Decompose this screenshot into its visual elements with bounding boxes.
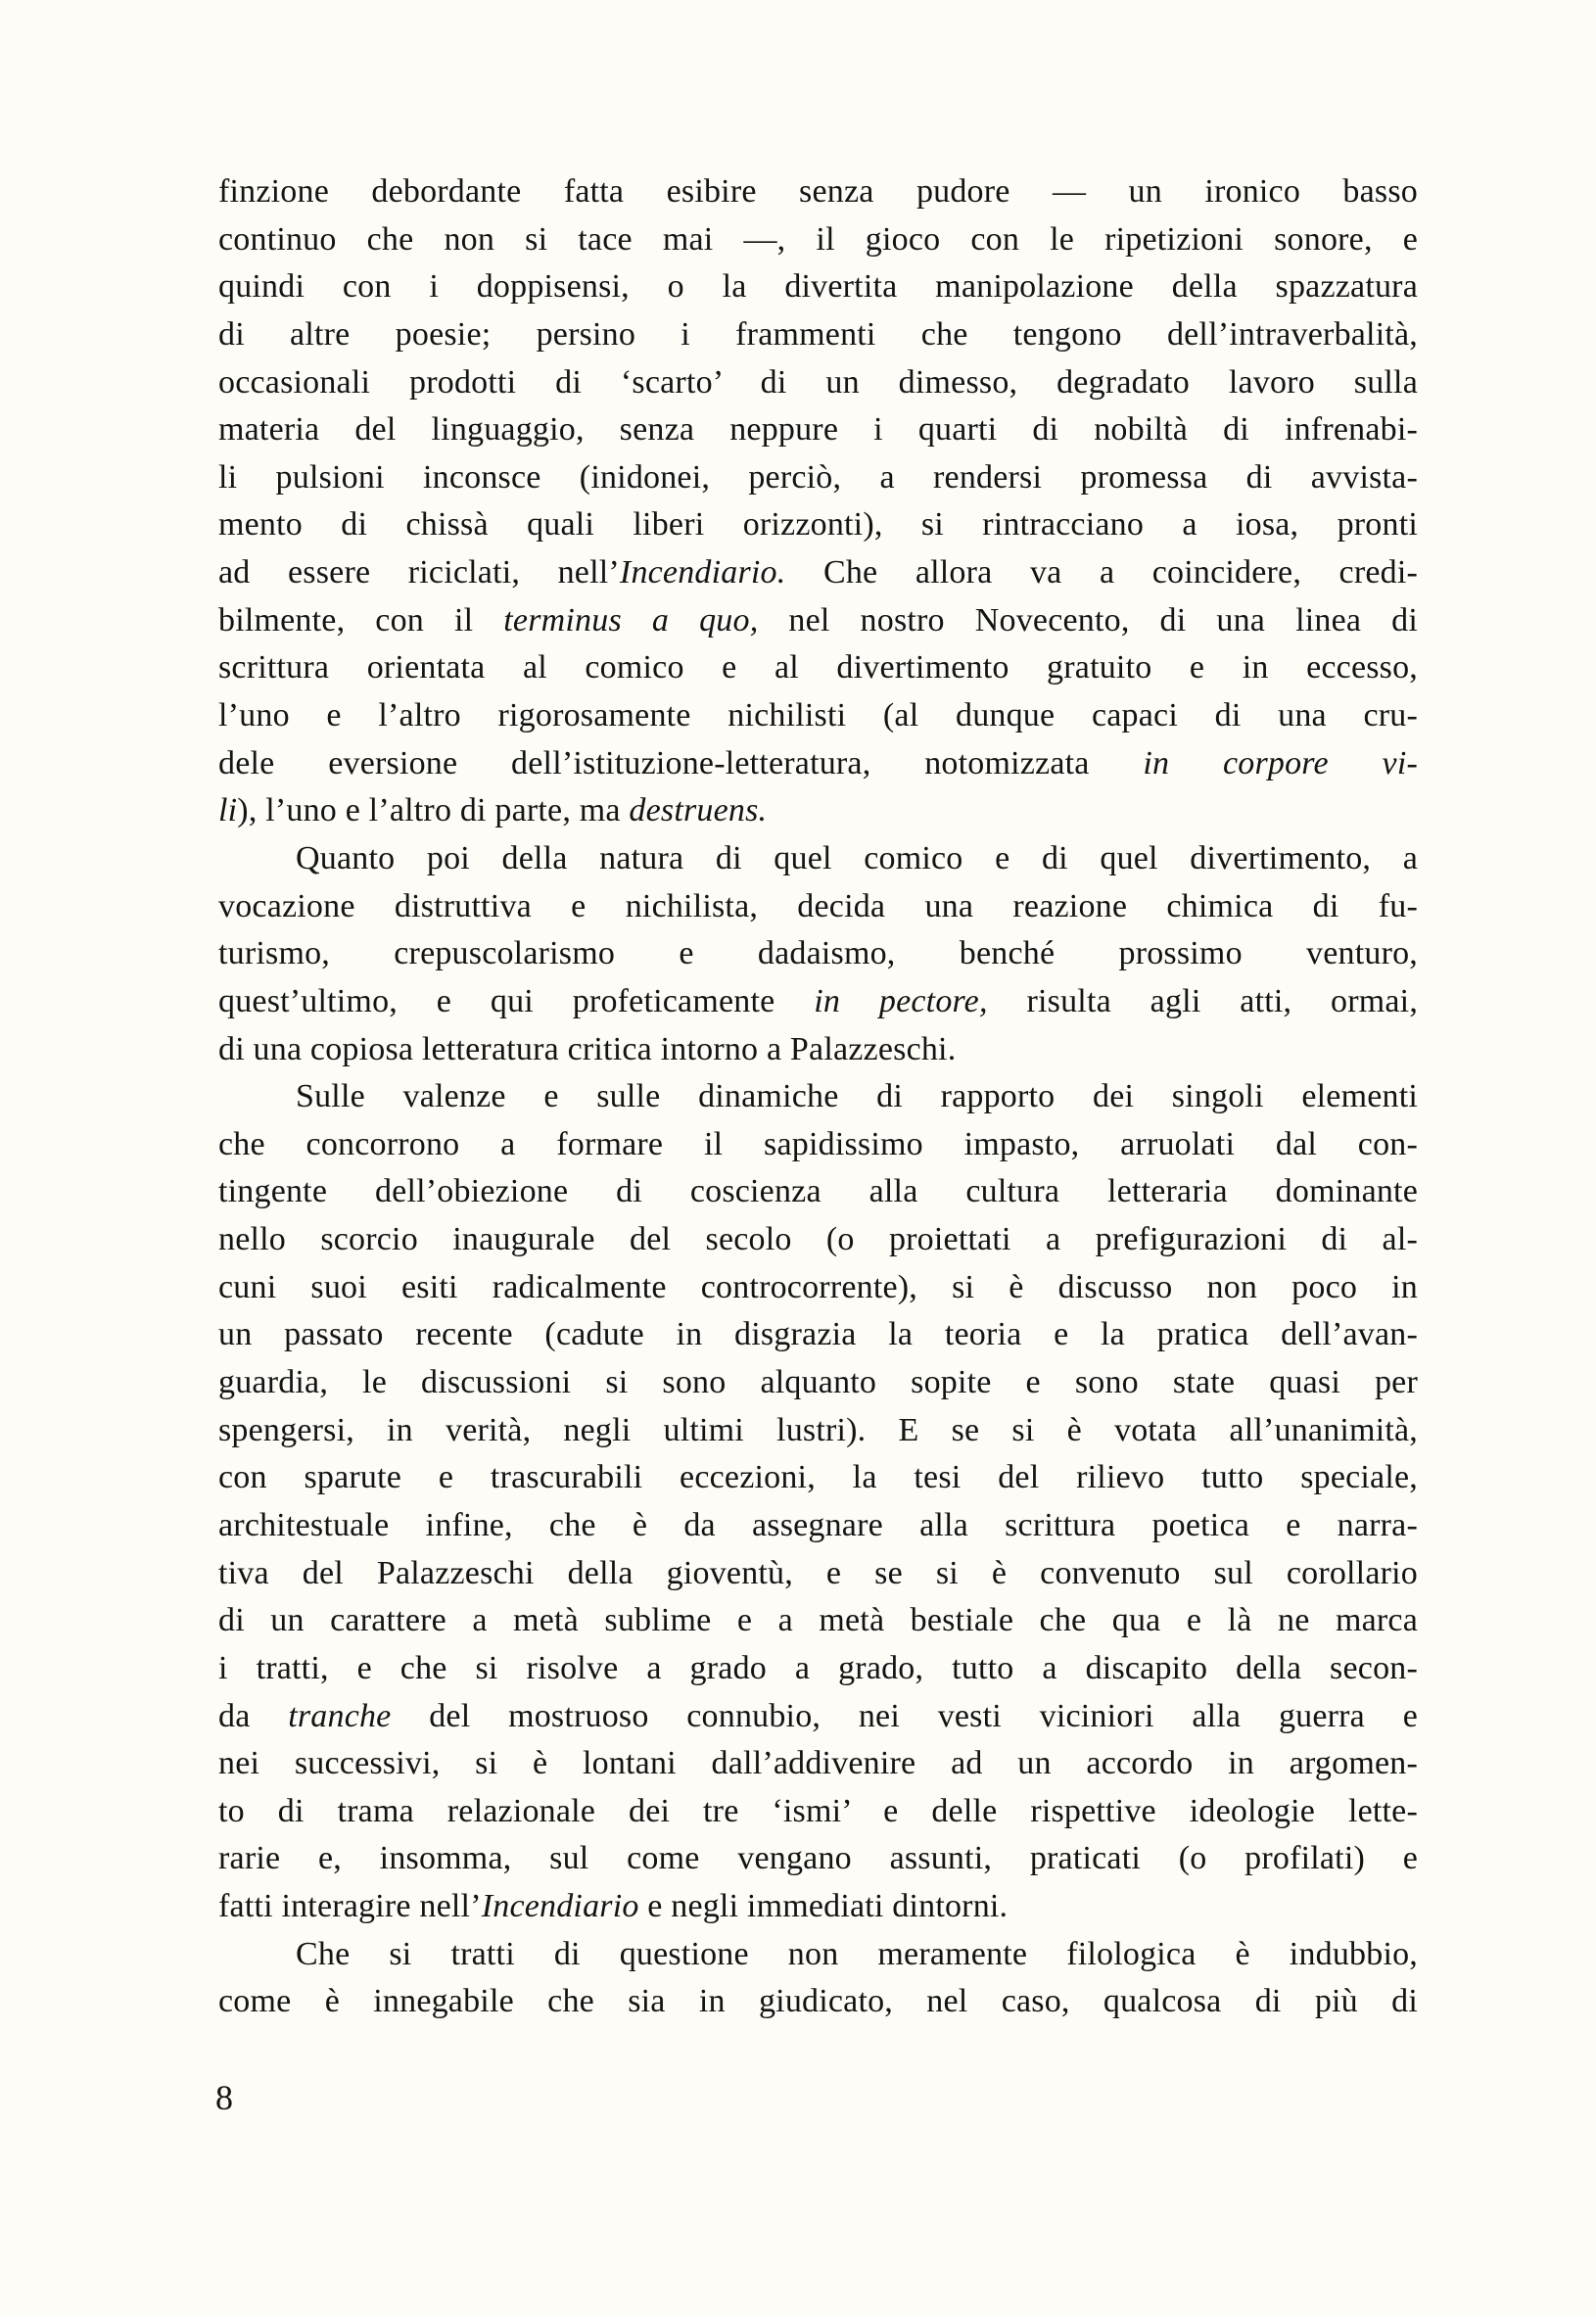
text-line: che concorrono a formare il sapidissimo impasto, arruolati dal con- <box>218 1125 1418 1162</box>
text-line: dele eversione dell’istituzione-letteratura, notomizzata in corpore vi- <box>218 744 1418 781</box>
text-line: di un carattere a metà sublime e a metà bestiale che qua e là ne marca <box>218 1602 1418 1639</box>
text-line: tiva del Palazzeschi della gioventù, e se si è convenuto sul corollario <box>218 1554 1418 1591</box>
text-line: rarie e, insomma, sul come vengano assunti, praticati (o profilati) e <box>218 1840 1418 1877</box>
text-line: vocazione distruttiva e nichilista, decida una reazione chimica di fu- <box>218 887 1418 924</box>
text-line: mento di chissà quali liberi orizzonti), si rintracciano a iosa, pronti <box>218 506 1418 544</box>
text-line: materia del linguaggio, senza neppure i quarti di nobiltà di infrenabi- <box>218 411 1418 449</box>
text-line: come è innegabile che sia in giudicato, nel caso, qualcosa di più di <box>218 1983 1418 2020</box>
text-line: quest’ultimo, e qui profeticamente in pectore, risulta agli atti, ormai, <box>218 982 1419 1019</box>
text-line: cuni suoi esiti radicalmente controcorrente), si è discusso non poco in <box>218 1268 1418 1305</box>
text-line: da tranche del mostruoso connubio, nei vesti viciniori alla guerra e <box>218 1697 1418 1734</box>
text-line: spengersi, in verità, negli ultimi lustri). E se si è votata all’unanimità, <box>218 1411 1418 1448</box>
text-line: di altre poesie; persino i frammenti che tengono dell’intraverbalità, <box>218 315 1418 353</box>
page-number: 8 <box>215 2078 233 2117</box>
italic-title: Incendiario <box>481 1888 639 1925</box>
text-line: di una copiosa letteratura critica intorno a Palazzeschi. <box>218 1030 957 1067</box>
text-line: Sulle valenze e sulle dinamiche di rapporto dei singoli elementi <box>296 1078 1418 1115</box>
text-line: con sparute e trascurabili eccezioni, la tesi del rilievo tutto speciale, <box>218 1459 1418 1496</box>
italic-phrase: li <box>218 792 238 829</box>
text-line: fatti interagire nell’Incendiario e negli immediati dintorni. <box>218 1888 1009 1925</box>
text-line: nei successivi, si è lontani dall’addivenire ad un accordo in argomen- <box>218 1745 1418 1782</box>
text-line: tingente dell’obiezione di coscienza alla cultura letteraria dominante <box>218 1173 1418 1210</box>
italic-phrase: tranche <box>288 1697 392 1734</box>
italic-phrase: destruens. <box>629 792 768 829</box>
body-text <box>218 168 1418 2026</box>
text-line: i tratti, e che si risolve a grado a grado, tutto a discapito della secon- <box>218 1649 1418 1686</box>
text-line: l’uno e l’altro rigorosamente nichilisti (al dunque capaci di una cru- <box>218 697 1418 734</box>
text-line: bilmente, con il terminus a quo, nel nostro Novecento, di una linea di <box>218 601 1419 638</box>
text-line: finzione debordante fatta esibire senza pudore — un ironico basso <box>218 173 1418 210</box>
italic-title: Incendiario. <box>619 554 786 591</box>
text-line: un passato recente (cadute in disgrazia la teoria e la pratica dell’avan- <box>218 1316 1418 1353</box>
text-line: nello scorcio inaugurale del secolo (o proiettati a prefigurazioni di al- <box>218 1221 1418 1258</box>
italic-phrase: in corpore vi- <box>1143 744 1418 781</box>
text-line: Che si tratti di questione non meramente filologica è indubbio, <box>296 1935 1418 1972</box>
text-line: li pulsioni inconsce (inidonei, perciò, a rendersi promessa di avvista- <box>218 458 1418 496</box>
text-line: quindi con i doppisensi, o la divertita manipolazione della spazzatura <box>218 268 1418 306</box>
italic-phrase: terminus a quo, <box>503 601 759 638</box>
text-line: occasionali prodotti di ‘scarto’ di un dimesso, degradato lavoro sulla <box>218 363 1418 401</box>
text-line: guardia, le discussioni si sono alquanto sopite e sono state quasi per <box>218 1364 1418 1401</box>
text-line: architestuale infine, che è da assegnare alla scrittura poetica e narra- <box>218 1506 1418 1543</box>
text-line: turismo, crepuscolarismo e dadaismo, benché prossimo venturo, <box>218 935 1418 972</box>
text-line: to di trama relazionale dei tre ‘ismi’ e delle rispettive ideologie lette- <box>218 1792 1418 1829</box>
text-line: ad essere riciclati, nell’Incendiario. Che allora va a coincidere, credi- <box>218 554 1419 591</box>
text-line: continuo che non si tace mai —, il gioco con le ripetizioni sonore, e <box>218 220 1418 258</box>
text-line: Quanto poi della natura di quel comico e di quel divertimento, a <box>296 839 1418 876</box>
text-line: scrittura orientata al comico e al divertimento gratuito e in eccesso, <box>218 649 1418 686</box>
italic-phrase: in pectore, <box>814 982 988 1019</box>
text-line: li), l’uno e l’altro di parte, ma destruens. <box>218 792 768 829</box>
